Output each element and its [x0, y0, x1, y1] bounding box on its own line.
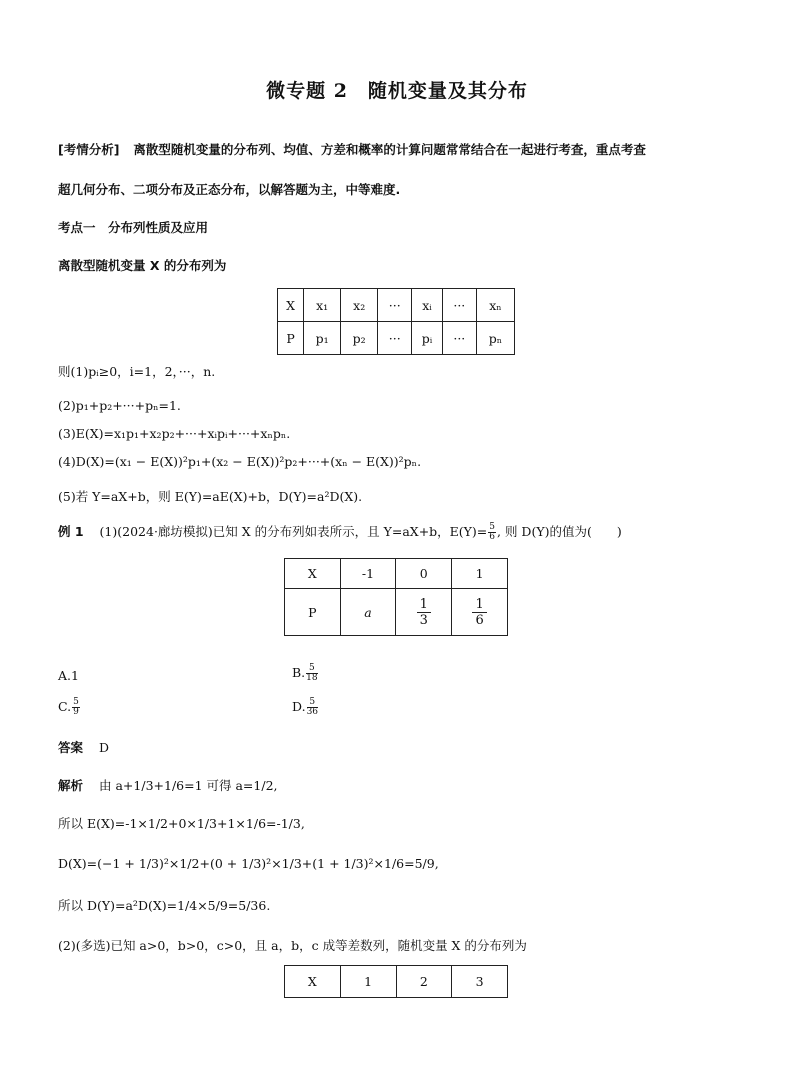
table-cell: 2: [396, 966, 452, 998]
ey-fraction: $\frac{5}{6}$: [489, 522, 496, 542]
table-cell: p₂: [341, 322, 378, 355]
analysis-label: [考情分析]: [58, 142, 120, 157]
table-cell: X: [278, 289, 304, 322]
table-cell: ···: [378, 289, 412, 322]
part-2-question: (2)(多选)已知 a>0，b>0，c>0，且 a，b，c 成等差数列，随机变量 X 的分布列为: [58, 938, 527, 953]
distribution-table-general: [277, 288, 515, 355]
table-cell: ···: [442, 289, 476, 322]
analysis-line-2: 超几何分布、二项分布及正态分布，以解答题为主，中等难度.: [58, 182, 401, 197]
distribution-table-part2: [284, 965, 508, 998]
solution-line-3: D(X)=(−1 + 1/3)²×1/2+(0 + 1/3)²×1/3+(1 + 1/3)²×1/6=5/9,: [58, 856, 439, 871]
analysis-text-1: 离散型随机变量的分布列、均值、方差和概率的计算问题常常结合在一起进行考查，重点考查: [133, 142, 646, 157]
table-cell: ···: [378, 322, 412, 355]
table-cell: ···: [442, 322, 476, 355]
solution-label: 解析: [58, 778, 84, 793]
answer-value: D: [99, 740, 110, 755]
table-cell: xᵢ: [412, 289, 442, 322]
table-cell: pᵢ: [412, 322, 442, 355]
table-cell: $\frac{1}{3}$: [396, 589, 452, 636]
property-1: 则(1)pᵢ≥0，i=1，2，···，n.: [58, 364, 216, 379]
table-cell: -1: [340, 559, 396, 589]
example-text-before: (1)(2024·廊坊模拟)已知 X 的分布列如表所示，且 Y=aX+b，E(Y)=: [99, 524, 488, 539]
example-text-after: , 则 D(Y)的值为( ): [497, 524, 622, 539]
option-b: B. $\frac{5}{18}$: [292, 663, 318, 683]
table-cell: X: [285, 559, 341, 589]
property-2: (2)p₁+p₂+···+pₙ=1.: [58, 398, 181, 413]
table-cell: 1: [452, 559, 508, 589]
table-cell: 1: [340, 966, 396, 998]
table-cell: pₙ: [476, 322, 514, 355]
property-4: (4)D(X)=(x₁ − E(X))²p₁+(x₂ − E(X))²p₂+···+(xₙ − E(X))²pₙ.: [58, 454, 422, 469]
solution-line-2: 所以 E(X)=-1×1/2+0×1/3+1×1/6=-1/3,: [58, 816, 305, 831]
table-cell: x₁: [304, 289, 341, 322]
table-cell: P: [278, 322, 304, 355]
answer-label: 答案: [58, 740, 84, 755]
example-1-question: [58, 522, 622, 542]
table-cell: xₙ: [476, 289, 514, 322]
option-a: A.1: [58, 668, 79, 683]
table-cell: P: [285, 589, 341, 636]
option-d: D. $\frac{5}{36}$: [292, 697, 319, 717]
table-cell: 0: [396, 559, 452, 589]
table-cell: X: [285, 966, 341, 998]
option-c: C. $\frac{5}{9}$: [58, 697, 79, 717]
property-3: (3)E(X)=x₁p₁+x₂p₂+···+xᵢpᵢ+···+xₙpₙ.: [58, 426, 291, 441]
solution-line-4: 所以 D(Y)=a²D(X)=1/4×5/9=5/36.: [58, 898, 271, 913]
table-cell: p₁: [304, 322, 341, 355]
page-title: 微专题 2 随机变量及其分布: [266, 80, 528, 102]
table-cell: a: [340, 589, 396, 636]
section-intro: 离散型随机变量 X 的分布列为: [58, 258, 227, 273]
table-cell: 3: [452, 966, 508, 998]
table-cell: $\frac{1}{6}$: [452, 589, 508, 636]
section-heading: 考点一 分布列性质及应用: [58, 220, 209, 235]
answer-line: [58, 738, 109, 756]
example-label: 例 1: [58, 524, 84, 539]
table-cell: x₂: [341, 289, 378, 322]
distribution-table-example: [284, 558, 508, 636]
solution-line-1: 解析 由 a+1/3+1/6=1 可得 a=1/2,: [58, 778, 278, 793]
analysis-line-1: [58, 140, 646, 158]
property-5: (5)若 Y=aX+b，则 E(Y)=aE(X)+b，D(Y)=a²D(X).: [58, 489, 363, 504]
